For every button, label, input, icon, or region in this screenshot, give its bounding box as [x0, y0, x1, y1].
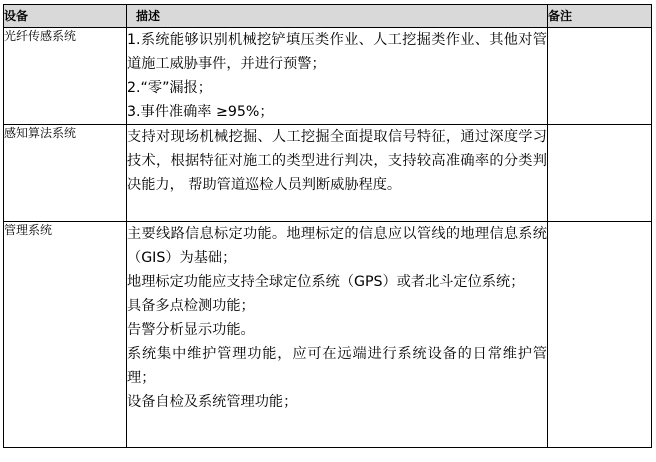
table-row: [4, 28, 652, 125]
description-line: 主要线路信息标定功能。地理标定的信息应以管线的地理信息系统（GIS）为基础；: [127, 226, 547, 266]
row-remark-fiber-sensing: [548, 28, 652, 125]
header-description: 描述: [127, 5, 548, 28]
table-row: [4, 222, 652, 448]
header-equipment: 设备: [4, 5, 127, 28]
table-row: [4, 125, 652, 222]
description-line: 具备多点检测功能；: [127, 298, 255, 314]
row-description-management-system: [127, 222, 548, 448]
description-line: 告警分析显示功能。: [127, 322, 255, 338]
row-name-perception-algorithm: 感知算法系统: [4, 125, 127, 222]
description-line: 3.事件准确率 ≥95%；: [127, 104, 274, 120]
row-description-perception-algorithm: [127, 125, 548, 222]
description-line: 设备自检及系统管理功能；: [127, 394, 298, 410]
description-line: 2.“零”漏报；: [127, 80, 212, 96]
table-header-row: [4, 5, 652, 28]
equipment-spec-table: [3, 4, 652, 448]
description-line: 地理标定功能应支持全球定位系统（GPS）或者北斗定位系统；: [127, 274, 525, 290]
row-name-management-system: 管理系统: [4, 222, 127, 448]
description-line: 1.系统能够识别机械挖铲填压类作业、人工挖掘类作业、其他对管道施工威胁事件，并进行预警；: [127, 32, 547, 72]
row-remark-management-system: [548, 222, 652, 448]
row-name-fiber-sensing: 光纤传感系统: [4, 28, 127, 125]
description-line: 系统集中维护管理功能，应可在远端进行系统设备的日常维护管理；: [127, 346, 547, 386]
header-remarks: 备注: [548, 5, 652, 28]
row-description-fiber-sensing: [127, 28, 548, 125]
description-line: 支持对现场机械挖掘、人工挖掘全面提取信号特征，通过深度学习技术，根据特征对施工的类型进行判决，支持较高准确率的分类判决能力， 帮助管道巡检人员判断威胁程度。: [127, 129, 547, 193]
row-remark-perception-algorithm: [548, 125, 652, 222]
